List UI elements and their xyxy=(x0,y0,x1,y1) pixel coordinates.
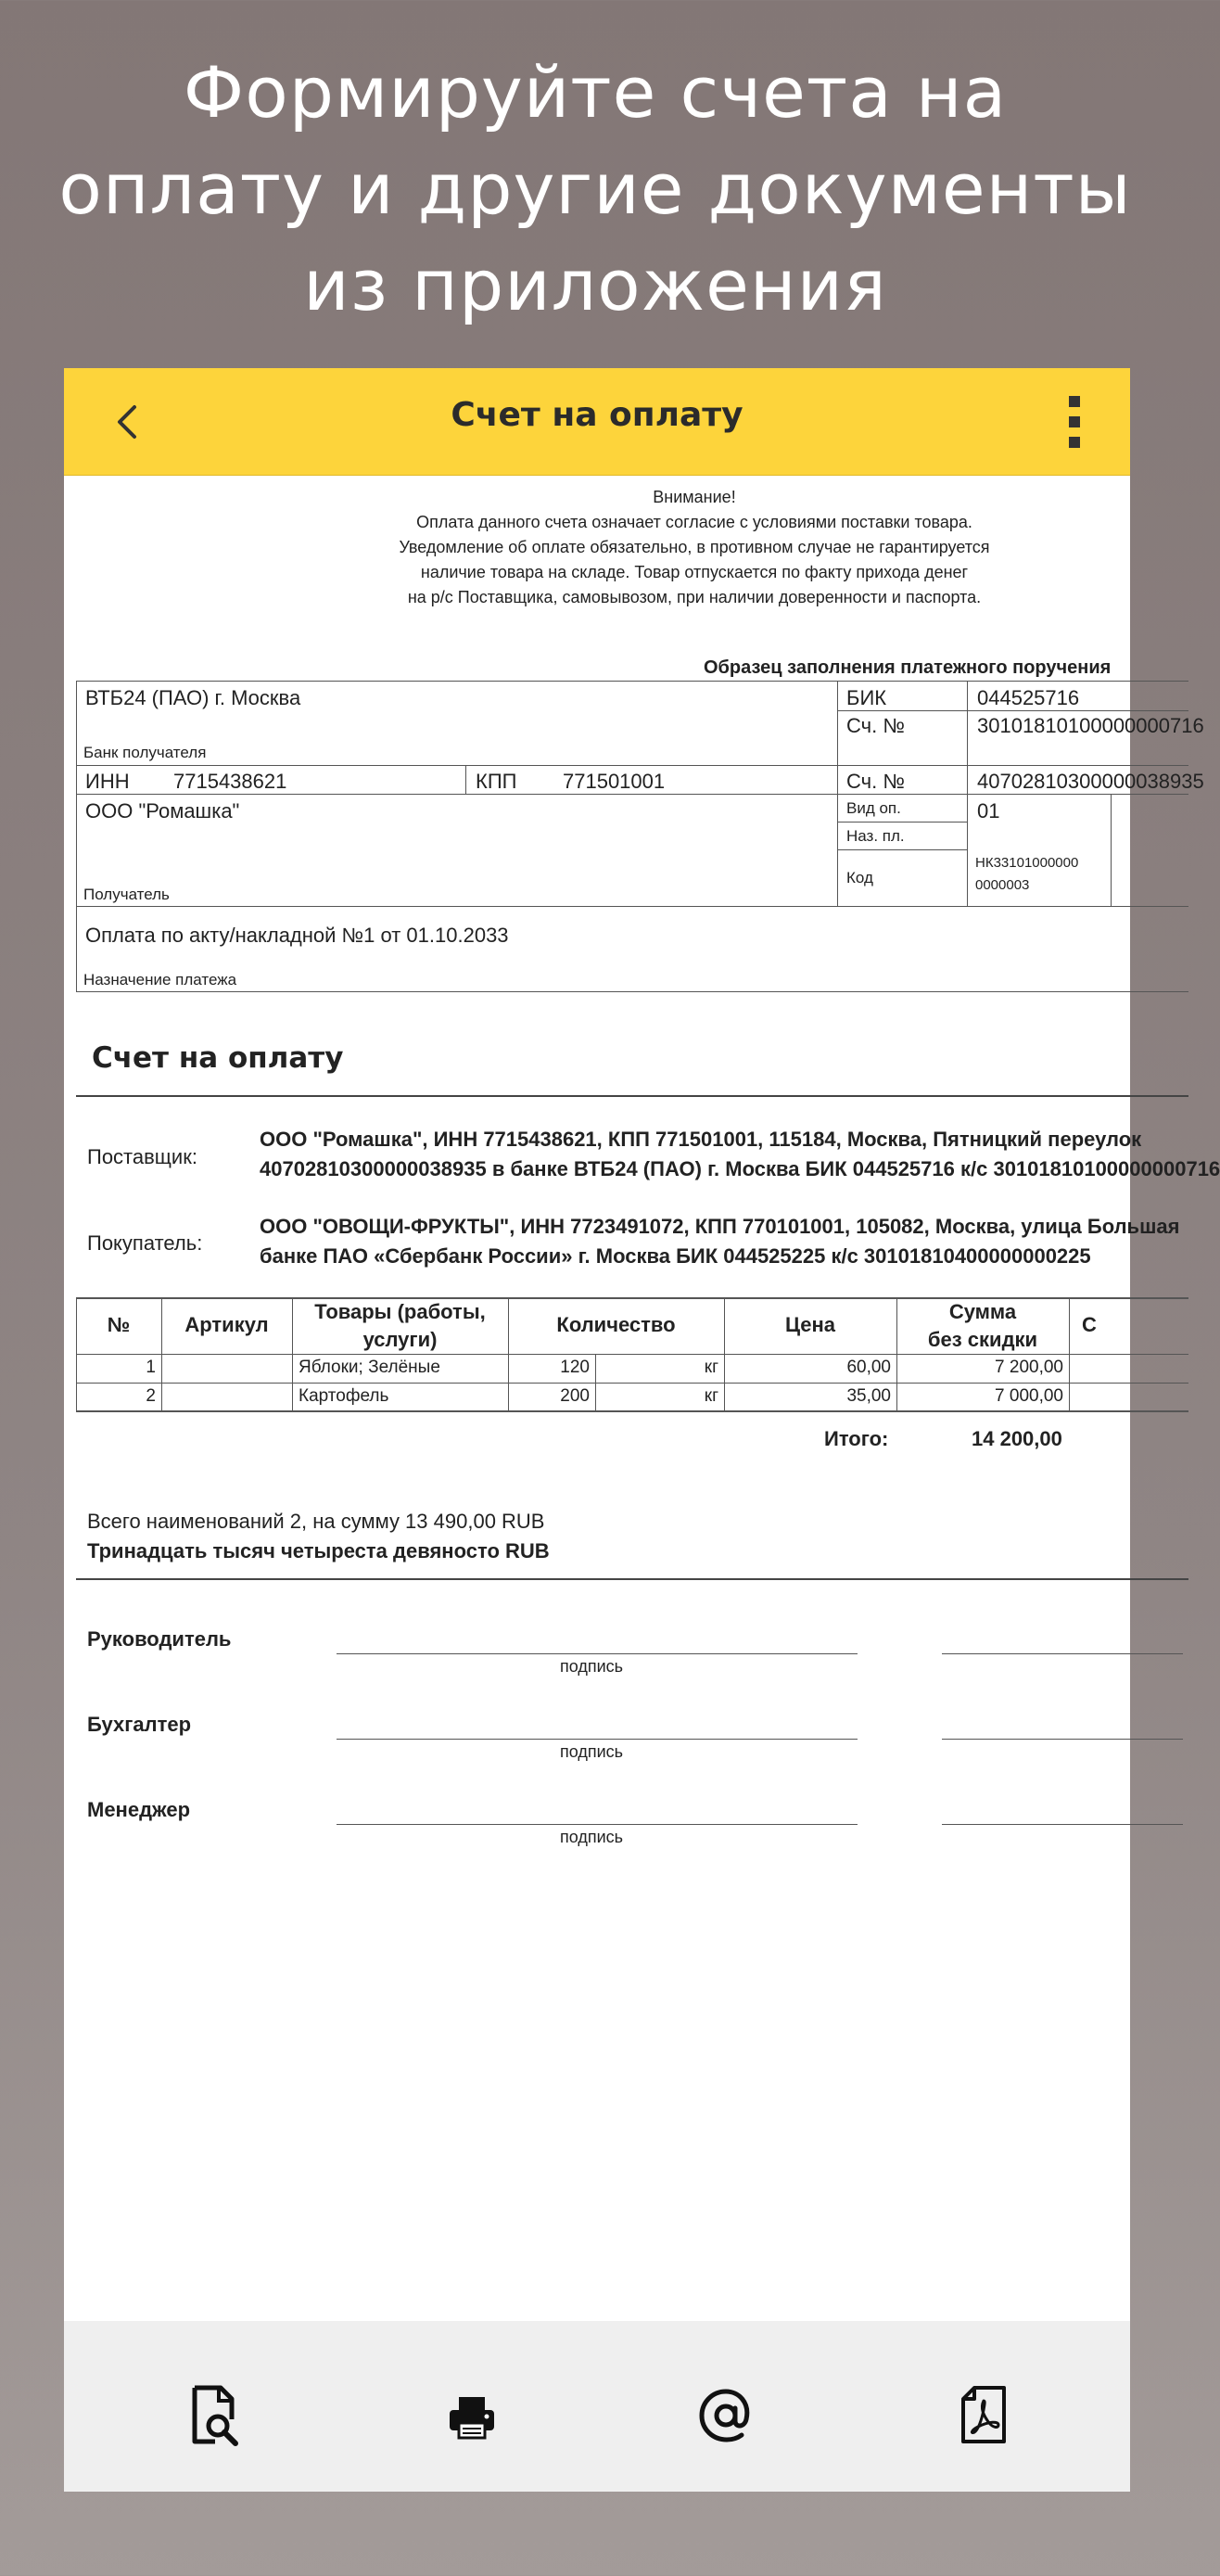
payment-purpose: Оплата по акту/накладной №1 от 01.10.2033 xyxy=(85,924,509,947)
row-2-price: 35,00 xyxy=(846,1386,891,1406)
vid-op-value: 01 xyxy=(977,799,1000,823)
col-num: № xyxy=(107,1313,131,1336)
director-label: Руководитель xyxy=(87,1627,232,1651)
notice-line: Оплата данного счета означает согласие с условиями поставки товара. xyxy=(416,513,972,531)
divider xyxy=(76,1095,1188,1097)
page-title: Счет на оплату xyxy=(451,396,743,434)
promo-line-1: Формируйте счета на xyxy=(183,51,1008,134)
bik-value: 044525716 xyxy=(977,686,1080,709)
row-2-unit: кг xyxy=(704,1386,718,1406)
more-menu-button[interactable] xyxy=(1056,394,1093,450)
notice-line: Уведомление об оплате обязательно, в противном случае не гарантируется xyxy=(399,538,990,556)
payment-sample-title: Образец заполнения платежного поручения xyxy=(704,657,1112,678)
signature-hint: подпись xyxy=(560,1742,624,1761)
recipient-label: Получатель xyxy=(83,886,170,903)
col-goods-l1: Товары (работы, xyxy=(314,1300,486,1323)
supplier-line-1: ООО "Ромашка", ИНН 7715438621, КПП 771501001, 115184, Москва, Пятницкий переулок xyxy=(260,1128,1142,1151)
payment-notice xyxy=(324,485,1065,610)
signature-line xyxy=(337,1824,858,1825)
accountant-label: Бухгалтер xyxy=(87,1713,192,1736)
naz-pl-label: Наз. пл. xyxy=(846,827,905,845)
invoice-document[interactable] xyxy=(64,476,1220,2321)
total-label: Итого: xyxy=(824,1427,889,1450)
row-1-name: Яблоки; Зелёные xyxy=(299,1358,440,1377)
pdf-file-icon xyxy=(958,2384,1013,2447)
signature-line xyxy=(337,1739,858,1740)
invoice-title: Счет на оплату xyxy=(92,1041,344,1075)
kod-value-line2: 0000003 xyxy=(975,877,1030,893)
account-label: Сч. № xyxy=(846,770,905,793)
total-value: 14 200,00 xyxy=(972,1427,1062,1450)
printer-icon xyxy=(444,2384,500,2447)
col-extra: С xyxy=(1082,1313,1097,1336)
kod-label: Код xyxy=(846,869,873,886)
notice-line: наличие товара на складе. Товар отпускается по факту прихода денег xyxy=(420,563,969,581)
goods-table xyxy=(76,1297,1188,1413)
divider xyxy=(76,1578,1188,1580)
row-1-unit: кг xyxy=(704,1358,718,1377)
summary-count: Всего наименований 2, на сумму 13 490,00 RUB xyxy=(87,1510,545,1533)
col-goods-l2: услуги) xyxy=(362,1328,438,1351)
bank-label: Банк получателя xyxy=(83,744,207,761)
email-at-icon xyxy=(698,2384,754,2447)
row-2-qty: 200 xyxy=(560,1386,590,1406)
col-sum-l2: без скидки xyxy=(927,1328,1038,1351)
signature-line xyxy=(942,1653,1183,1654)
recipient-name: ООО "Ромашка" xyxy=(85,799,240,823)
payment-purpose-label: Назначение платежа xyxy=(83,971,237,988)
print-button[interactable] xyxy=(444,2384,500,2447)
promo-heading xyxy=(0,45,1190,334)
row-1-sum: 7 200,00 xyxy=(995,1358,1063,1377)
document-search-icon xyxy=(187,2384,243,2447)
row-2-num: 2 xyxy=(146,1386,156,1406)
row-1-price: 60,00 xyxy=(846,1358,891,1377)
vid-op-label: Вид оп. xyxy=(846,799,901,817)
buyer-line-2: банке ПАО «Сбербанк России» г. Москва БИК 044525225 к/с 30101810400000000225 xyxy=(260,1244,1091,1268)
notice-line: на р/с Поставщика, самовывозом, при наличии доверенности и паспорта. xyxy=(407,588,982,606)
email-button[interactable] xyxy=(698,2384,754,2447)
corr-account-label: Сч. № xyxy=(846,714,905,737)
kpp-value: 771501001 xyxy=(563,770,666,793)
buyer-line-1: ООО "ОВОЩИ-ФРУКТЫ", ИНН 7723491072, КПП 770101001, 105082, Москва, улица Большая xyxy=(260,1215,1180,1238)
supplier-label: Поставщик: xyxy=(87,1145,197,1168)
summary-words: Тринадцать тысяч четыреста девяносто RUB xyxy=(87,1539,550,1562)
promo-line-3: из приложения xyxy=(303,244,887,326)
app-bar xyxy=(64,368,1130,476)
preview-button[interactable] xyxy=(187,2384,243,2447)
manager-label: Менеджер xyxy=(87,1798,191,1821)
row-1-num: 1 xyxy=(146,1358,156,1377)
row-2-sum: 7 000,00 xyxy=(995,1386,1063,1406)
phone-screen xyxy=(64,368,1220,2492)
col-article: Артикул xyxy=(184,1313,269,1336)
signature-line xyxy=(337,1653,858,1654)
signature-line xyxy=(942,1824,1183,1825)
col-qty: Количество xyxy=(556,1313,676,1336)
bottom-toolbar xyxy=(64,2321,1130,2492)
signature-hint: подпись xyxy=(560,1657,624,1676)
account-value: 40702810300000038935 xyxy=(977,770,1204,793)
inn-value: 7715438621 xyxy=(173,770,287,793)
row-2-name: Картофель xyxy=(299,1386,389,1406)
kod-value-line1: НК33101000000 xyxy=(975,855,1079,871)
col-sum-l1: Сумма xyxy=(948,1300,1017,1323)
notice-line: Внимание! xyxy=(653,488,736,506)
signature-line xyxy=(942,1739,1183,1740)
bank-name: ВТБ24 (ПАО) г. Москва xyxy=(85,686,301,709)
col-price: Цена xyxy=(784,1313,836,1336)
corr-account-value: 30101810100000000716 xyxy=(977,714,1204,737)
supplier-line-2: 40702810300000038935 в банке ВТБ24 (ПАО) г. Москва БИК 044525716 к/с 30101810100000000716 xyxy=(260,1157,1220,1180)
bik-label: БИК xyxy=(846,686,887,709)
buyer-label: Покупатель: xyxy=(87,1231,203,1255)
row-1-qty: 120 xyxy=(560,1358,590,1377)
kpp-label: КПП xyxy=(476,770,517,793)
payment-sample-table xyxy=(76,681,1204,992)
promo-line-2: оплату и другие документы xyxy=(58,147,1132,230)
pdf-export-button[interactable] xyxy=(958,2384,1013,2447)
inn-label: ИНН xyxy=(85,770,130,793)
signature-hint: подпись xyxy=(560,1828,624,1846)
